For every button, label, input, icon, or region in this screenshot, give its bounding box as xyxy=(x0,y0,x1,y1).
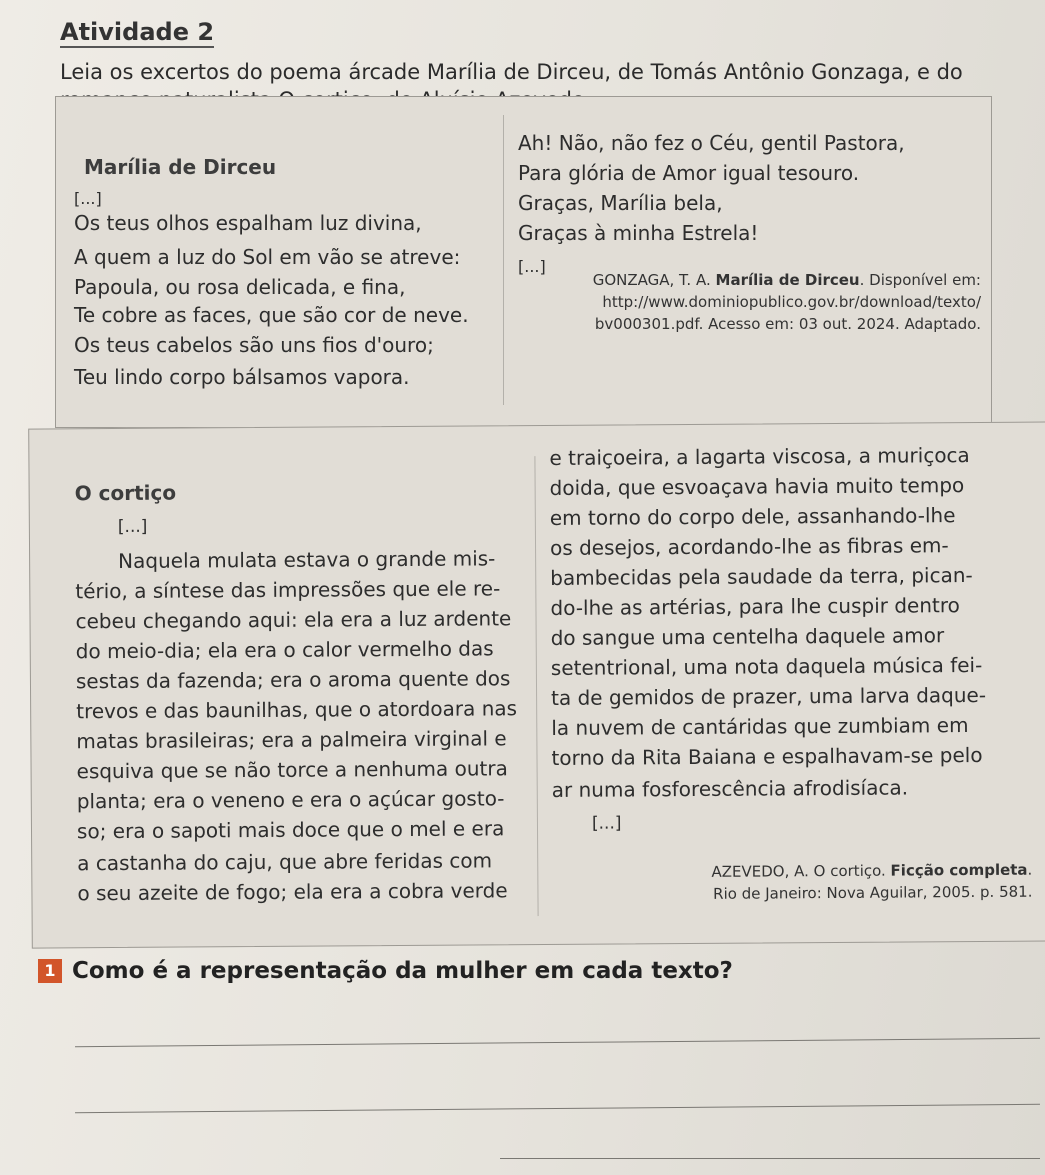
column-divider xyxy=(503,115,504,405)
poem-line: A quem a luz do Sol em vão se atreve: xyxy=(74,245,461,269)
novel-line: cebeu chegando aqui: ela era a luz ardente xyxy=(75,606,512,634)
poem-line: Papoula, ou rosa delicada, e fina, xyxy=(74,275,406,299)
novel-line: do-lhe as artérias, para lhe cuspir dentro xyxy=(550,593,960,620)
novel-line: la nuvem de cantáridas que zumbiam em xyxy=(551,713,969,740)
novel-title: O cortiço xyxy=(74,480,177,506)
novel-line: [...] xyxy=(117,516,148,537)
poem-line: Te cobre as faces, que são cor de neve. xyxy=(74,303,469,327)
column-divider xyxy=(534,456,538,916)
poem-line: Graças, Marília bela, xyxy=(518,191,723,215)
novel-line: em torno do corpo dele, assanhando-lhe xyxy=(549,503,956,530)
activity-title: Atividade 2 xyxy=(60,18,215,46)
poem-line: Graças à minha Estrela! xyxy=(518,221,759,245)
poem-line: Para glória de Amor igual tesouro. xyxy=(518,161,860,185)
novel-excerpt-box xyxy=(28,421,1045,948)
novel-line: esquiva que se não torce a nenhuma outra xyxy=(76,756,508,784)
poem-line: Teu lindo corpo bálsamos vapora. xyxy=(74,365,410,389)
poem-source-line: http://www.dominiopublico.gov.br/download/texto/ xyxy=(602,293,981,311)
novel-line: do meio-dia; ela era o calor vermelho das xyxy=(75,636,494,664)
novel-source-line xyxy=(711,861,1032,881)
poem-line: [...] xyxy=(518,257,546,276)
source-text: . Disponível em: xyxy=(859,271,981,289)
novel-line: setentrional, uma nota daquela música fei- xyxy=(550,652,983,680)
poem-source-line xyxy=(593,271,981,289)
poem-line: Os teus cabelos são uns fios d'ouro; xyxy=(74,333,434,357)
novel-line: bambecidas pela saudade da terra, pican- xyxy=(550,563,973,590)
novel-line: ta de gemidos de prazer, uma larva daque- xyxy=(551,682,987,710)
source-bold-title: Marília de Dirceu xyxy=(715,271,860,289)
poem-line: [...] xyxy=(74,189,102,208)
novel-line: os desejos, acordando-lhe as fibras em- xyxy=(549,533,949,560)
novel-line: o seu azeite de fogo; ela era a cobra verde xyxy=(77,878,508,906)
poem-line: Os teus olhos espalham luz divina, xyxy=(74,211,422,235)
novel-line: so; era o sapoti mais doce que o mel e era xyxy=(76,816,505,844)
novel-line: tério, a síntese das impressões que ele re- xyxy=(75,576,501,604)
novel-line: e traiçoeira, a lagarta viscosa, a muriçoca xyxy=(549,443,970,470)
novel-line: doida, que esvoaçava havia muito tempo xyxy=(549,473,965,500)
source-text: AZEVEDO, A. O cortiço. xyxy=(711,861,891,881)
novel-line: planta; era o veneno e era o açúcar gosto- xyxy=(76,786,505,814)
novel-line: torno da Rita Baiana e espalhavam-se pelo xyxy=(551,742,983,770)
poem-line: Ah! Não, não fez o Céu, gentil Pastora, xyxy=(518,131,905,155)
source-bold-title: Ficção completa xyxy=(890,860,1028,880)
novel-line: a castanha do caju, que abre feridas com xyxy=(77,848,493,876)
novel-source-line: Rio de Janeiro: Nova Aguilar, 2005. p. 581. xyxy=(713,882,1033,903)
answer-line[interactable] xyxy=(500,1158,1040,1159)
novel-line: matas brasileiras; era a palmeira virginal e xyxy=(76,726,507,754)
novel-line: [...] xyxy=(591,813,622,834)
novel-line: trevos e das baunilhas, que o atordoara nas xyxy=(76,696,518,724)
novel-line: sestas da fazenda; era o aroma quente dos xyxy=(75,666,511,694)
poem-title: Marília de Dirceu xyxy=(84,155,277,179)
intro-line: Leia os excertos do poema árcade Marília de Dirceu, de Tomás Antônio Gonzaga, e do xyxy=(60,60,963,84)
novel-line: Naquela mulata estava o grande mis- xyxy=(118,546,496,573)
poem-source-line: bv000301.pdf. Acesso em: 03 out. 2024. Adaptado. xyxy=(594,315,981,333)
question-text: Como é a representação da mulher em cada texto? xyxy=(72,958,733,984)
novel-line: do sangue uma centelha daquele amor xyxy=(550,623,945,650)
question-number-badge: 1 xyxy=(38,959,62,983)
source-text: GONZAGA, T. A. xyxy=(592,271,716,289)
question xyxy=(38,958,733,984)
novel-line: ar numa fosforescência afrodisíaca. xyxy=(551,775,909,802)
poem-excerpt-box xyxy=(55,96,992,428)
source-text: . xyxy=(1027,860,1033,879)
